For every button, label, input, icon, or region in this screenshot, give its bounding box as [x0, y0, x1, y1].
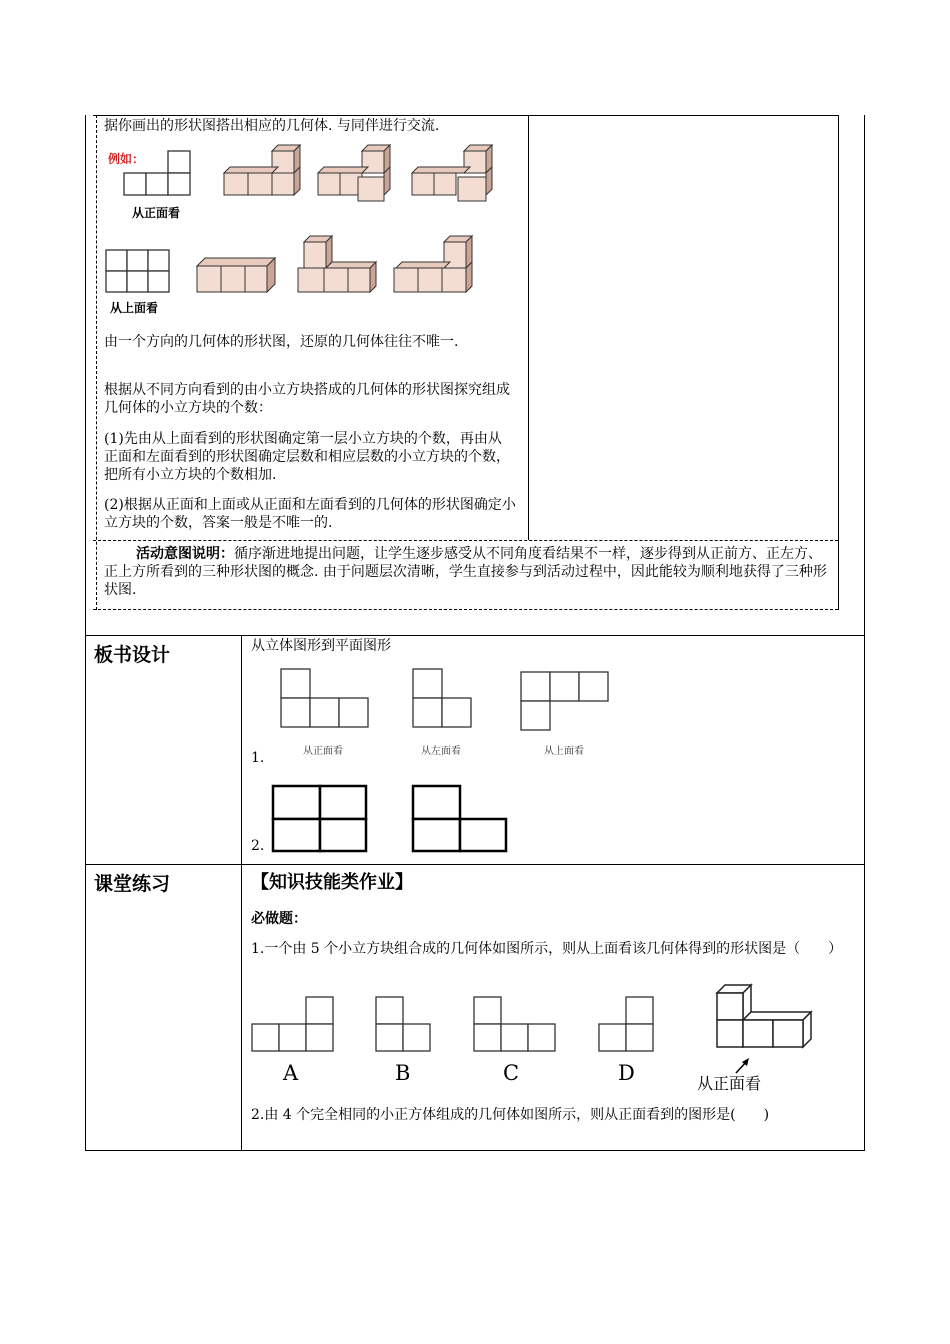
- table-bottom-border: [85, 1150, 865, 1151]
- activity-para-3: (1)先由从上面看到的形状图确定第一层小立方块的个数，再由从正面和左面看到的形状图确定层数和相应层数的小立方块的个数，把所有小立方块的个数相加.: [104, 431, 510, 483]
- board-left-label: 从左面看: [421, 746, 461, 757]
- intent-text: 循序渐进地提出问题，让学生逐步感受从不同角度看结果不一样，逐步得到从正前方、正左方、正上方所看到的三种形状图的概念. 由于问题层次清晰，学生直接参与到活动过程中，因此能较为顺利地获得了三种形状图.: [104, 546, 827, 598]
- table-left-border: [85, 115, 86, 1151]
- inner-box-mid-divider: [528, 115, 529, 540]
- example-label: 例如：: [108, 152, 145, 166]
- board-top-view: [519, 670, 619, 740]
- option-b-figure: [373, 995, 443, 1055]
- q1-solid-figure: [713, 984, 823, 1054]
- inner-box-dashed-2: [93, 609, 838, 610]
- board-item-2: 2.: [251, 838, 265, 854]
- option-d-label: D: [618, 1061, 635, 1085]
- activity-para-1: 由一个方向的几何体的形状图，还原的几何体往往不唯一.: [104, 334, 459, 350]
- board-front-label: 从正面看: [303, 746, 343, 757]
- cube-figure-2: [318, 143, 398, 203]
- practice-heading: 课堂练习: [94, 873, 171, 895]
- table-right-border: [864, 115, 865, 1151]
- board-shape-rect: [271, 784, 371, 854]
- top-view-grid: [104, 248, 170, 294]
- activity-para-2: 根据从不同方向看到的由小立方块搭成的几何体的形状图探究组成几何体的小立方块的个数：: [104, 382, 510, 416]
- inner-box-top: [93, 115, 838, 116]
- board-top-label: 从上面看: [544, 746, 584, 757]
- practice-required-label: 必做题：: [251, 911, 307, 927]
- cube-figure-1: [224, 143, 304, 203]
- inner-box-dashed-1: [93, 540, 838, 541]
- table-row-divider-1: [85, 635, 865, 636]
- activity-intent: [104, 545, 834, 599]
- board-title: 从立体图形到平面图形: [251, 638, 391, 654]
- top-view-label: 从上面看: [110, 301, 159, 315]
- activity-intro: 据你画出的形状图搭出相应的几何体. 与同伴进行交流.: [104, 118, 440, 134]
- front-view-grid: [124, 149, 194, 194]
- board-shape-L: [411, 784, 511, 854]
- intent-label: 活动意图说明：: [136, 546, 234, 562]
- practice-section-title: 【知识技能类作业】: [251, 872, 413, 893]
- board-front-view: [279, 667, 379, 737]
- cube-figure-6: [392, 234, 482, 296]
- option-d-figure: [596, 995, 666, 1055]
- q1-figure-label: 从正面看: [697, 1074, 762, 1093]
- option-c-figure: [471, 995, 561, 1055]
- practice-question-2: 2.由 4 个完全相同的小正方体组成的几何体如图所示，则从正面看到的图形是( ): [251, 1107, 770, 1123]
- option-a-figure: [249, 995, 339, 1055]
- cube-figure-5: [296, 234, 386, 296]
- board-heading: 板书设计: [94, 644, 171, 666]
- cube-figure-4: [193, 252, 283, 302]
- option-c-label: C: [503, 1061, 520, 1085]
- option-a-label: A: [283, 1061, 299, 1085]
- table-row-divider-2: [85, 864, 865, 865]
- cube-figure-3: [412, 143, 497, 203]
- practice-question-1: 1.一个由 5 个小立方块组合成的几何体如图所示，则从上面看该几何体得到的形状图是（ ）: [251, 941, 843, 957]
- front-view-label: 从正面看: [132, 206, 181, 220]
- inner-box-right: [838, 115, 839, 610]
- board-item-1: 1.: [251, 750, 265, 766]
- inner-box-left-dashed: [96, 115, 97, 610]
- table-column-divider: [241, 635, 242, 1151]
- board-left-view: [411, 667, 481, 737]
- activity-para-4: (2)根据从正面和上面或从正面和左面看到的几何体的形状图确定小立方块的个数，答案一般是不唯一的.: [104, 497, 516, 531]
- option-b-label: B: [395, 1061, 411, 1085]
